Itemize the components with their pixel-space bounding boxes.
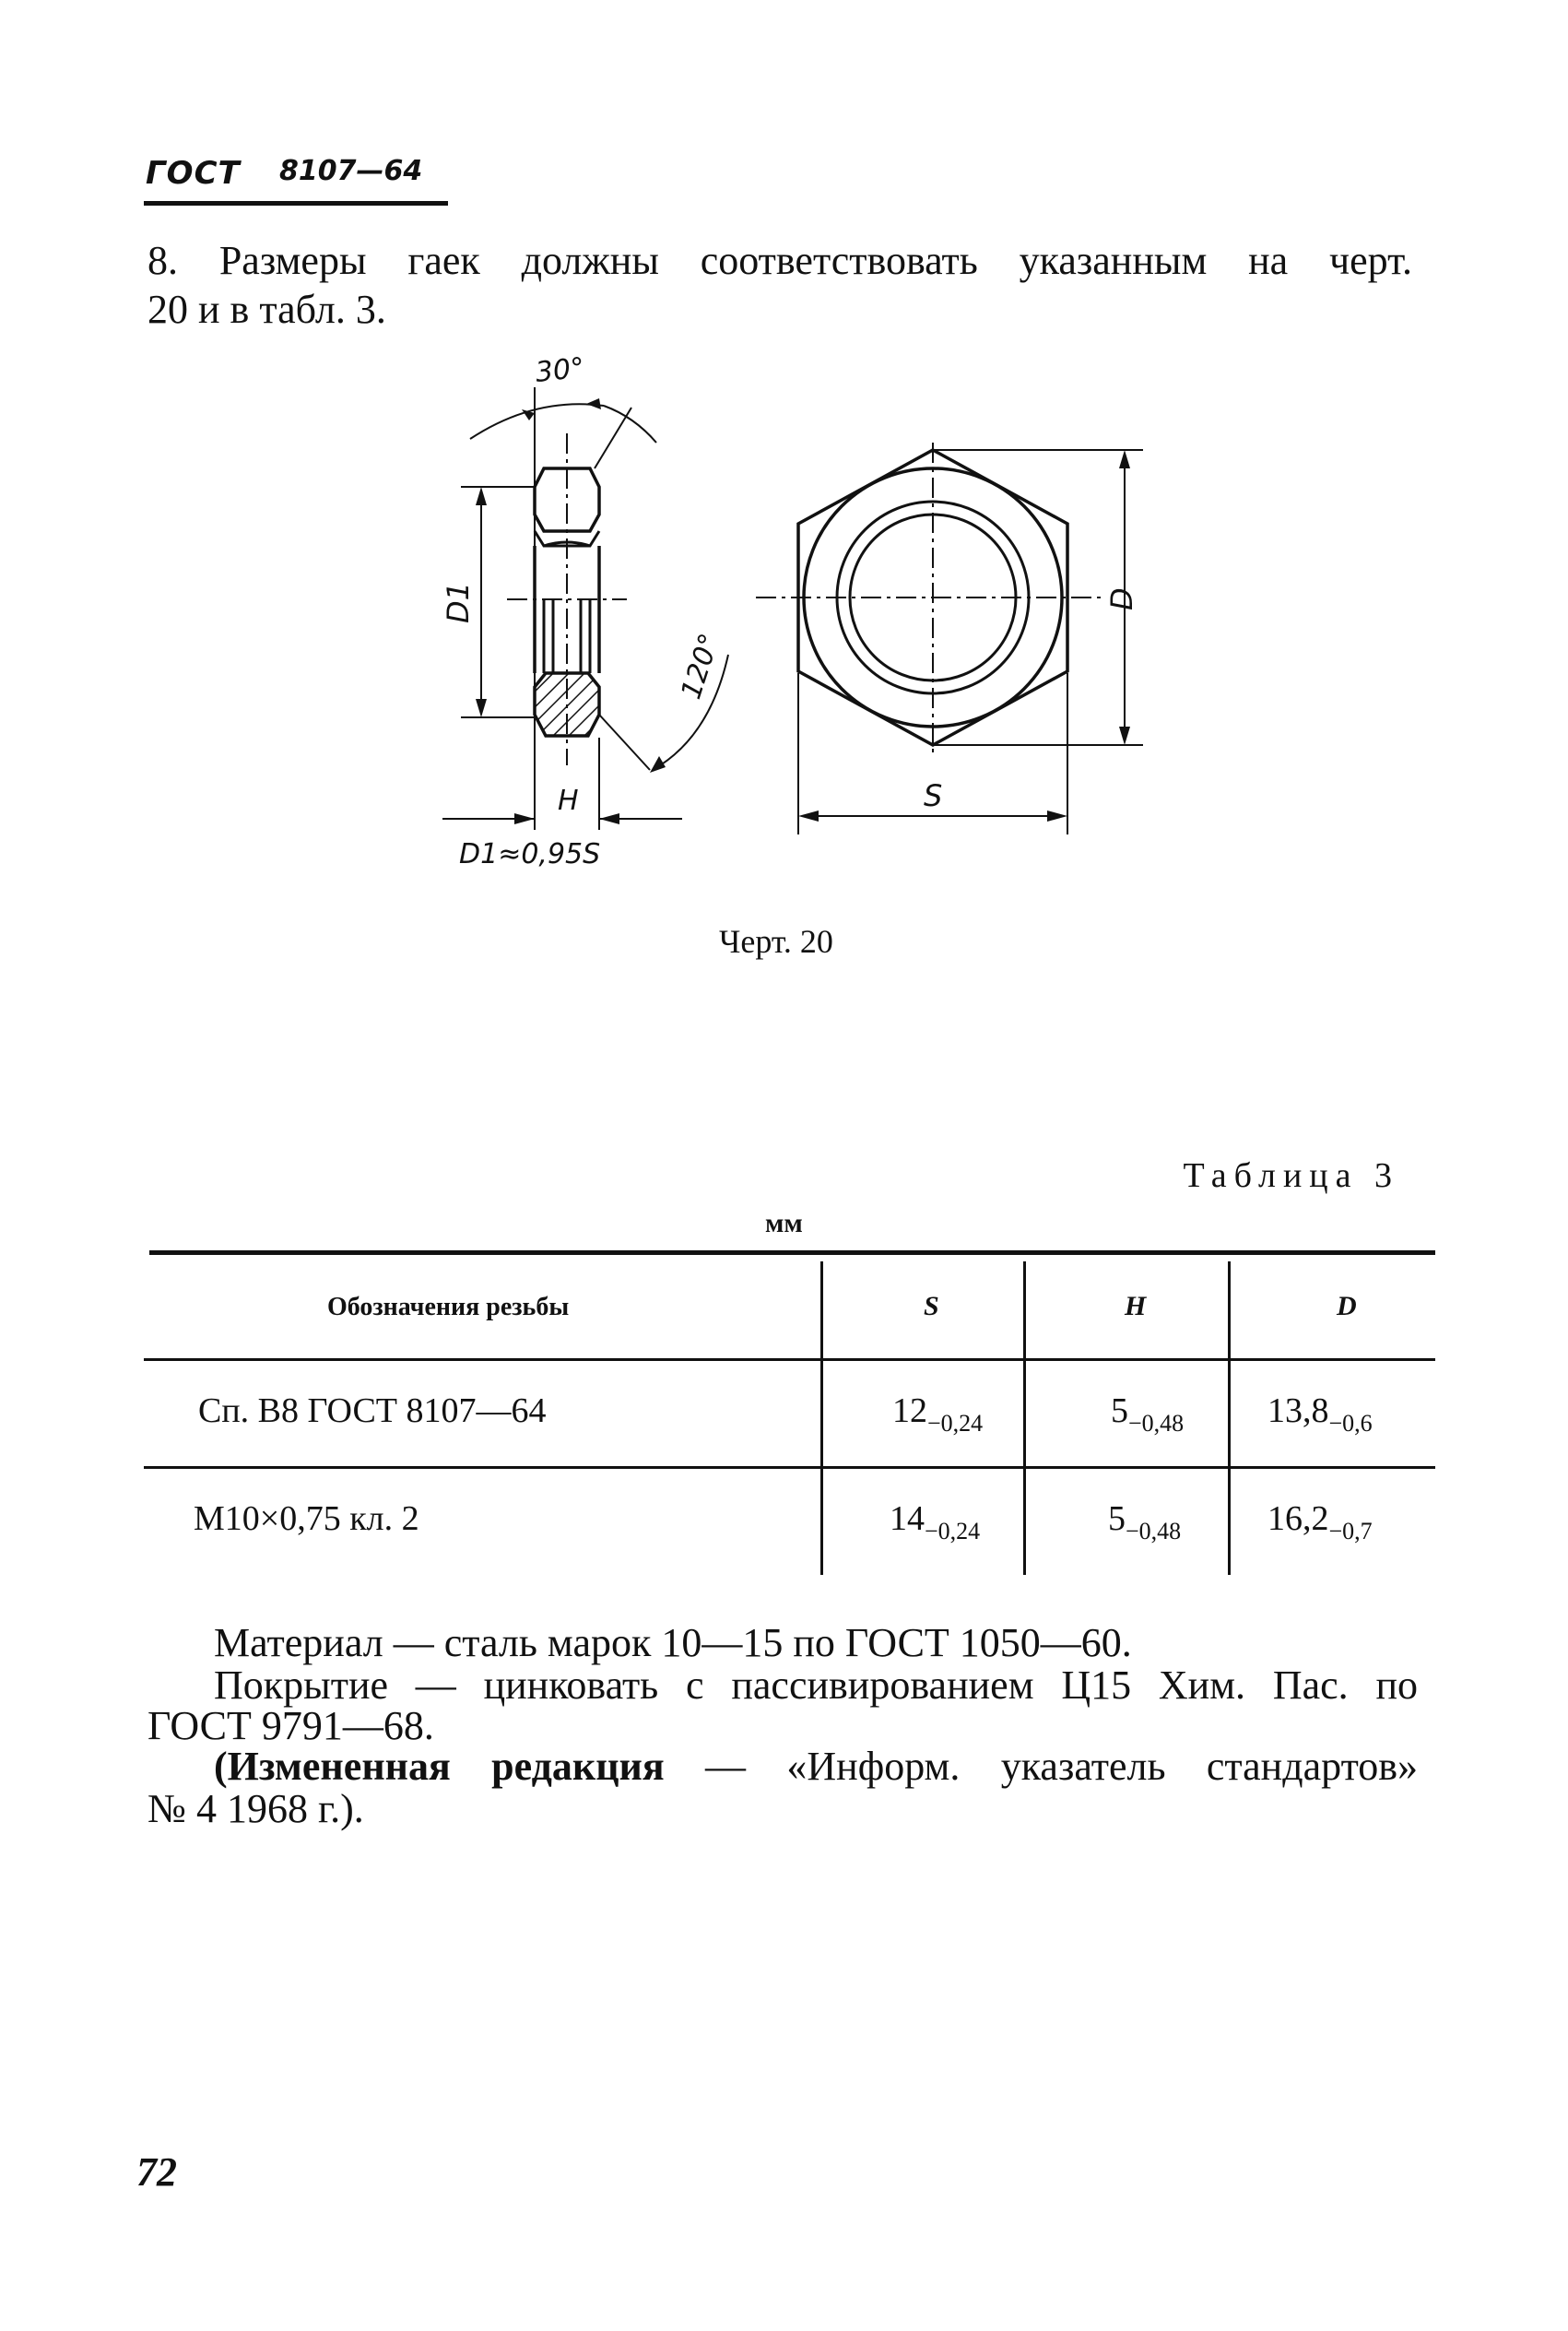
coating-note-line-1: Покрытие — цинковать с пассивированием Ц15 Хим. Пас. по [214,1662,1418,1708]
d-label: D [1104,587,1139,610]
material-note: Материал — сталь марок 10—15 по ГОСТ 1050—60. [214,1620,1132,1665]
table-header-s: S [924,1291,939,1321]
table-row-2-s: $14_{-0,24}$ [890,1499,981,1544]
table-col-divider [1023,1261,1026,1575]
angle-30-label: 30° [534,351,586,389]
table-row-rule [144,1466,1435,1469]
header-rule [144,201,448,206]
revision-note-line-2: № 4 1968 г.). [147,1786,364,1831]
table-row-1-h: $5_{-0,48}$ [1111,1391,1185,1437]
page-number: 72 [136,2149,177,2195]
table-header-rule [144,1358,1435,1361]
coating-note-line-2: ГОСТ 9791—68. [147,1703,434,1748]
standard-label: ГОСТ [146,155,241,192]
s-label: S [924,778,943,813]
table-col-divider [820,1261,823,1575]
side-view [442,387,728,830]
table-row-2-designation: М10×0,75 кл. 2 [194,1499,419,1538]
d1-label: D1 [441,582,476,623]
nut-drawing [406,350,1235,894]
h-label: H [558,785,579,817]
revision-note-line-1: (Измененная редакция — «Информ. указатель стандартов» [214,1744,1418,1789]
paragraph-8-line-1: 8. Размеры гаек должны соответствовать указанным на черт. [147,238,1412,283]
table-unit: мм [765,1208,803,1238]
table-row-1-d: $13,8_{-0,6}$ [1267,1391,1373,1437]
table-top-rule [149,1250,1435,1255]
d1-approx-note: D1≈0,95S [459,838,601,870]
front-view [756,443,1143,834]
table-header-d: D [1337,1291,1357,1321]
table-header-designation: Обозначения резьбы [327,1293,570,1321]
table-title: Таблица 3 [1183,1156,1399,1195]
angle-120-label: 120° [675,629,726,704]
table-row-2-h: $5_{-0,48}$ [1108,1499,1182,1544]
table-row-1-s: $12_{-0,24}$ [892,1391,984,1437]
table-col-divider [1228,1261,1231,1575]
table-header-h: H [1125,1291,1147,1321]
table-row-1-designation: Сп. В8 ГОСТ 8107—64 [198,1391,547,1430]
figure-caption: Черт. 20 [719,923,833,960]
paragraph-8-line-2: 20 и в табл. 3. [147,287,386,332]
table-row-2-d: $16,2_{-0,7}$ [1267,1499,1373,1544]
standard-number: 8107—64 [279,155,423,187]
